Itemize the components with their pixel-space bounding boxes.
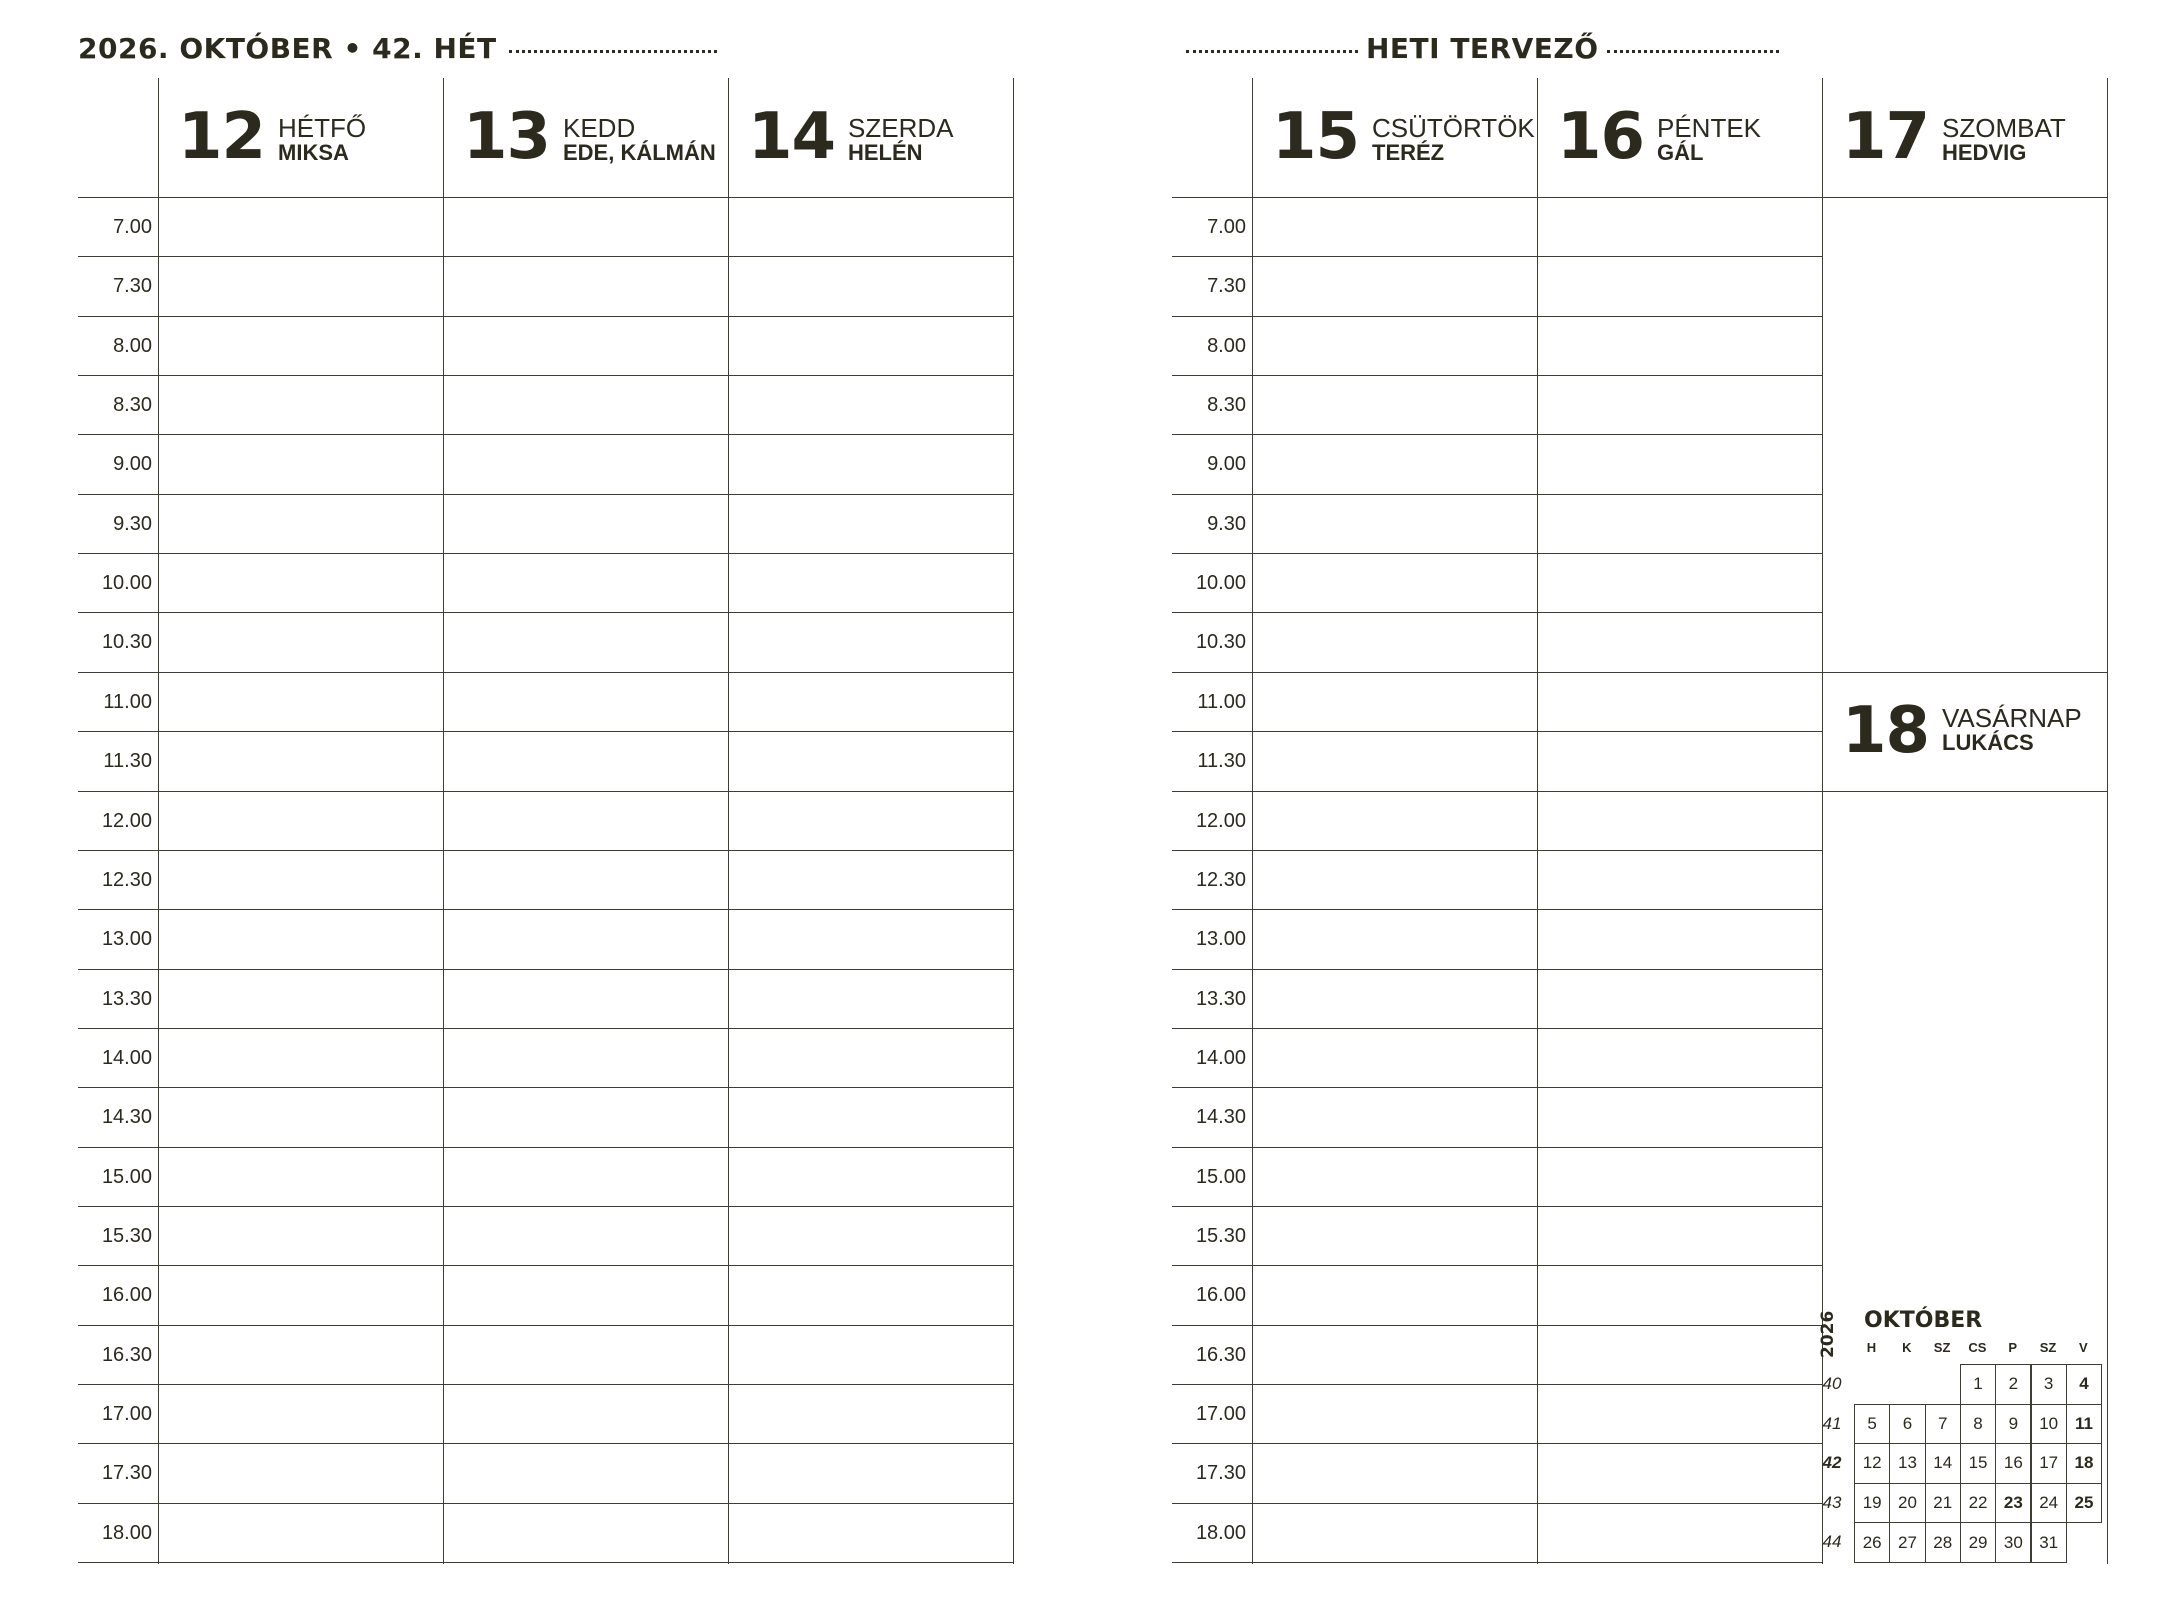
calendar-day: 2 bbox=[1995, 1364, 2031, 1405]
planner-title: HETI TERVEZŐ bbox=[1366, 31, 1599, 65]
time-label: 18.00 bbox=[1195, 1521, 1246, 1544]
row-divider bbox=[1172, 375, 1822, 376]
day-number: 12 bbox=[178, 100, 266, 174]
time-label: 9.00 bbox=[1207, 453, 1246, 476]
calendar-day: 27 bbox=[1889, 1522, 1925, 1563]
day-number: 13 bbox=[463, 100, 551, 174]
day-header bbox=[1252, 78, 1537, 198]
row-divider bbox=[1172, 672, 1822, 673]
calendar-day: 10 bbox=[2031, 1404, 2067, 1445]
day-number: 18 bbox=[1842, 693, 1930, 768]
column-divider bbox=[728, 78, 729, 1564]
row-divider bbox=[1172, 909, 1822, 910]
calendar-day: 6 bbox=[1889, 1404, 1925, 1445]
day-header bbox=[443, 78, 728, 198]
time-label: 9.30 bbox=[1207, 512, 1246, 535]
time-label: 14.00 bbox=[101, 1046, 152, 1069]
row-divider bbox=[78, 1325, 1013, 1326]
row-divider bbox=[78, 1443, 1013, 1444]
time-label: 17.00 bbox=[101, 1403, 152, 1425]
week-number: 43 bbox=[1822, 1492, 1842, 1512]
day-name: SZERDA bbox=[848, 113, 954, 143]
row-divider bbox=[78, 197, 1013, 198]
time-label: 11.00 bbox=[1197, 690, 1246, 713]
row-divider bbox=[78, 494, 1013, 495]
calendar-day: 26 bbox=[1854, 1522, 1890, 1563]
day-number: 15 bbox=[1272, 100, 1360, 174]
time-label: 12.00 bbox=[1195, 809, 1246, 832]
calendar-day: 12 bbox=[1854, 1443, 1890, 1484]
row-divider bbox=[78, 1384, 1013, 1385]
weekend-divider bbox=[1822, 197, 2107, 198]
row-divider bbox=[1172, 612, 1822, 613]
calendar-day: 11 bbox=[2066, 1404, 2102, 1445]
time-label: 11.30 bbox=[1197, 750, 1246, 773]
time-label: 8.30 bbox=[113, 394, 152, 417]
week-number: 41 bbox=[1822, 1413, 1842, 1433]
time-label: 12.00 bbox=[101, 809, 152, 832]
time-label: 7.30 bbox=[1207, 275, 1246, 298]
time-label: 11.30 bbox=[103, 750, 152, 773]
day-name: KEDD bbox=[563, 113, 636, 143]
time-label: 13.30 bbox=[101, 987, 152, 1010]
row-divider bbox=[78, 1265, 1013, 1266]
row-divider bbox=[1172, 1443, 1822, 1444]
row-divider bbox=[1172, 1206, 1822, 1207]
calendar-day: 23 bbox=[1995, 1483, 2031, 1524]
row-divider bbox=[1172, 1087, 1822, 1088]
row-divider bbox=[78, 909, 1013, 910]
row-divider bbox=[1172, 434, 1822, 435]
day-number: 17 bbox=[1842, 100, 1930, 174]
day-header bbox=[1822, 78, 2107, 198]
column-divider bbox=[1252, 78, 1253, 1564]
day-name: VASÁRNAP bbox=[1942, 702, 2082, 733]
row-divider bbox=[78, 256, 1013, 257]
row-divider bbox=[78, 375, 1013, 376]
row-divider bbox=[1172, 1147, 1822, 1148]
row-divider bbox=[1172, 494, 1822, 495]
mini-calendar bbox=[1818, 1300, 2108, 1564]
time-label: 15.30 bbox=[101, 1224, 152, 1247]
calendar-day: 29 bbox=[1960, 1522, 1996, 1563]
header-dotted-leader bbox=[1186, 50, 1358, 53]
time-label: 7.30 bbox=[113, 275, 152, 298]
row-divider bbox=[78, 969, 1013, 970]
column-divider bbox=[443, 78, 444, 1564]
row-divider bbox=[78, 791, 1013, 792]
time-label: 16.00 bbox=[101, 1284, 152, 1307]
calendar-day: 18 bbox=[2066, 1443, 2102, 1484]
row-divider bbox=[78, 731, 1013, 732]
day-name: SZOMBAT bbox=[1942, 113, 2066, 143]
row-divider bbox=[78, 434, 1013, 435]
calendar-day: 17 bbox=[2031, 1443, 2067, 1484]
column-divider bbox=[158, 78, 159, 1564]
row-divider bbox=[78, 1562, 1013, 1563]
header-dotted-leader bbox=[509, 50, 717, 53]
name-day: GÁL bbox=[1657, 140, 1704, 165]
row-divider bbox=[1172, 731, 1822, 732]
calendar-day: 24 bbox=[2031, 1483, 2067, 1524]
time-label: 15.00 bbox=[101, 1165, 152, 1188]
time-label: 11.00 bbox=[103, 690, 152, 713]
weekday-label: CS bbox=[1968, 1340, 1987, 1355]
week-number: 44 bbox=[1822, 1532, 1842, 1552]
calendar-day: 22 bbox=[1960, 1483, 1996, 1524]
row-divider bbox=[78, 1503, 1013, 1504]
row-divider bbox=[78, 672, 1013, 673]
row-divider bbox=[1172, 791, 1822, 792]
row-divider bbox=[1172, 1028, 1822, 1029]
time-label: 7.00 bbox=[1207, 216, 1246, 238]
calendar-day: 1 bbox=[1960, 1364, 1996, 1405]
time-label: 15.30 bbox=[1195, 1224, 1246, 1247]
time-label: 10.00 bbox=[1195, 572, 1246, 595]
calendar-day: 13 bbox=[1889, 1443, 1925, 1484]
week-number: 40 bbox=[1822, 1374, 1842, 1393]
calendar-day: 20 bbox=[1889, 1483, 1925, 1524]
row-divider bbox=[1172, 553, 1822, 554]
time-label: 10.30 bbox=[1195, 631, 1246, 654]
time-label: 13.00 bbox=[101, 928, 152, 951]
time-label: 8.00 bbox=[1207, 334, 1246, 357]
time-label: 8.00 bbox=[113, 334, 152, 357]
row-divider bbox=[1172, 969, 1822, 970]
weekday-label: K bbox=[1902, 1340, 1912, 1355]
week-number: 42 bbox=[1822, 1453, 1842, 1473]
day-header bbox=[1537, 78, 1822, 198]
day-header bbox=[728, 78, 1013, 198]
calendar-day: 25 bbox=[2066, 1483, 2102, 1524]
row-divider bbox=[1172, 197, 1822, 198]
time-label: 13.30 bbox=[1195, 987, 1246, 1010]
time-label: 12.30 bbox=[1195, 868, 1246, 891]
left-week-grid bbox=[78, 78, 1018, 1564]
time-label: 14.30 bbox=[101, 1106, 152, 1129]
time-label: 14.30 bbox=[1195, 1106, 1246, 1129]
row-divider bbox=[1172, 1265, 1822, 1266]
weekday-label: H bbox=[1866, 1340, 1877, 1355]
weekday-label: SZ bbox=[2039, 1340, 2057, 1355]
time-label: 13.00 bbox=[1195, 928, 1246, 951]
calendar-day: 8 bbox=[1960, 1404, 1996, 1445]
time-label: 14.00 bbox=[1195, 1046, 1246, 1069]
row-divider bbox=[1172, 1325, 1822, 1326]
day-name: CSÜTÖRTÖK bbox=[1372, 113, 1535, 143]
time-label: 10.30 bbox=[101, 631, 152, 654]
weekday-label: SZ bbox=[1933, 1340, 1951, 1355]
time-label: 7.00 bbox=[113, 216, 152, 238]
day-number: 14 bbox=[748, 100, 836, 174]
row-divider bbox=[1172, 316, 1822, 317]
left-page-header bbox=[78, 28, 717, 68]
time-label: 8.30 bbox=[1207, 394, 1246, 417]
row-divider bbox=[78, 1206, 1013, 1207]
day-name: HÉTFŐ bbox=[278, 113, 367, 143]
row-divider bbox=[78, 850, 1013, 851]
calendar-day: 4 bbox=[2066, 1364, 2102, 1405]
mini-calendar-year: 2026 bbox=[1818, 1310, 1838, 1358]
weekday-label: P bbox=[2008, 1340, 2018, 1355]
calendar-day: 30 bbox=[1995, 1522, 2031, 1563]
time-label: 16.30 bbox=[1195, 1343, 1246, 1366]
row-divider bbox=[78, 612, 1013, 613]
row-divider bbox=[78, 1028, 1013, 1029]
time-label: 10.00 bbox=[101, 572, 152, 595]
calendar-day: 16 bbox=[1995, 1443, 2031, 1484]
time-label: 15.00 bbox=[1195, 1165, 1246, 1188]
calendar-day: 28 bbox=[1925, 1522, 1961, 1563]
day-number: 16 bbox=[1557, 100, 1645, 174]
time-label: 17.30 bbox=[1195, 1462, 1246, 1485]
column-divider bbox=[1013, 78, 1014, 1564]
time-label: 16.00 bbox=[1195, 1284, 1246, 1307]
right-page-header bbox=[1186, 28, 1779, 68]
calendar-day: 7 bbox=[1925, 1404, 1961, 1445]
calendar-day: 15 bbox=[1960, 1443, 1996, 1484]
weekend-divider bbox=[1822, 791, 2107, 792]
mini-calendar-month: OKTÓBER bbox=[1864, 1308, 1983, 1333]
time-label: 12.30 bbox=[101, 868, 152, 891]
calendar-day: 14 bbox=[1925, 1443, 1961, 1484]
row-divider bbox=[1172, 256, 1822, 257]
weekday-label: V bbox=[2078, 1340, 2088, 1355]
row-divider bbox=[1172, 1562, 1822, 1563]
time-label: 9.30 bbox=[113, 512, 152, 535]
time-label: 17.30 bbox=[101, 1462, 152, 1485]
row-divider bbox=[78, 1147, 1013, 1148]
time-label: 17.00 bbox=[1195, 1403, 1246, 1425]
name-day: MIKSA bbox=[278, 140, 349, 165]
row-divider bbox=[78, 1087, 1013, 1088]
name-day: TERÉZ bbox=[1372, 140, 1445, 165]
calendar-day: 9 bbox=[1995, 1404, 2031, 1445]
day-header bbox=[1822, 672, 2107, 791]
time-label: 18.00 bbox=[101, 1521, 152, 1544]
day-name: PÉNTEK bbox=[1657, 113, 1762, 143]
row-divider bbox=[1172, 1503, 1822, 1504]
row-divider bbox=[1172, 850, 1822, 851]
week-title: 2026. OKTÓBER • 42. HÉT bbox=[78, 31, 497, 65]
name-day: HELÉN bbox=[848, 140, 923, 165]
name-day: LUKÁCS bbox=[1942, 729, 2034, 755]
day-header bbox=[158, 78, 443, 198]
calendar-day: 19 bbox=[1854, 1483, 1890, 1524]
time-label: 16.30 bbox=[101, 1343, 152, 1366]
calendar-day: 3 bbox=[2031, 1364, 2067, 1405]
name-day: EDE, KÁLMÁN bbox=[563, 140, 716, 165]
row-divider bbox=[1172, 1384, 1822, 1385]
header-dotted-leader bbox=[1607, 50, 1779, 53]
column-divider bbox=[1537, 78, 1538, 1564]
time-label: 9.00 bbox=[113, 453, 152, 476]
calendar-day: 31 bbox=[2031, 1522, 2067, 1563]
row-divider bbox=[78, 316, 1013, 317]
calendar-day: 21 bbox=[1925, 1483, 1961, 1524]
row-divider bbox=[78, 553, 1013, 554]
name-day: HEDVIG bbox=[1942, 140, 2027, 165]
calendar-day: 5 bbox=[1854, 1404, 1890, 1445]
